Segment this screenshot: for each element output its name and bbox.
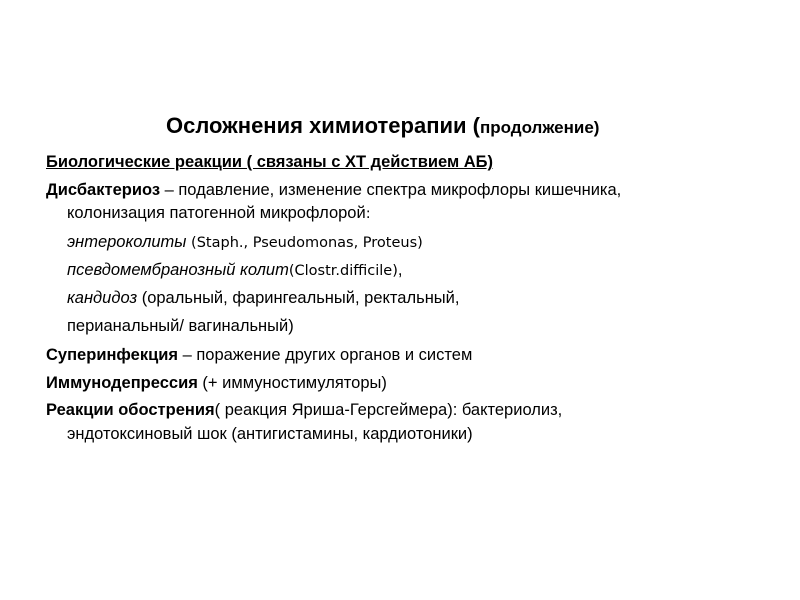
pseudomembranous-cause: (Clostr.difficile) xyxy=(288,263,398,279)
enterocolitis-term: энтероколиты xyxy=(67,233,187,251)
enterocolitis-pathogens: (Staph., Pseudomonas, Proteus) xyxy=(186,235,423,251)
candidiasis-forms: (оральный, фарингеальный, ректальный, xyxy=(137,289,460,307)
candidiasis-continuation: перианальный/ вагинальный) xyxy=(67,317,294,335)
immunodepression-item xyxy=(46,373,387,393)
enterocolitis-item xyxy=(67,232,423,253)
exacerbation-item xyxy=(46,400,562,420)
section-subtitle: Биологические реакции ( связаны с ХТ действием АБ) xyxy=(46,153,494,171)
dysbacteriosis-line-2 xyxy=(67,203,371,224)
exacerbation-continuation: эндотоксиновый шок (антигистамины, кардиотоники) xyxy=(67,425,473,443)
exacerbation-term: Реакции обострения xyxy=(46,401,215,419)
candidiasis-item xyxy=(67,288,459,308)
superinfection-description: – поражение других органов и систем xyxy=(178,346,473,364)
exacerbation-description: ( реакция Яриша-Герсгеймера): бактериолиз, xyxy=(214,401,563,419)
immunodepression-description: (+ иммуностимуляторы) xyxy=(197,374,387,392)
dysbacteriosis-continuation: колонизация патогенной микрофлорой xyxy=(67,204,366,222)
immunodepression-term: Иммунодепрессия xyxy=(46,374,198,392)
pseudomembranous-term: псевдомембранозный колит xyxy=(67,261,289,279)
title-main: Осложнения химиотерапии xyxy=(166,113,473,138)
title-continuation: продолжение) xyxy=(479,118,600,137)
dysbacteriosis-description: – подавление, изменение спектра микрофлоры кишечника, xyxy=(160,181,622,199)
title-paren: ( xyxy=(472,113,480,138)
dysbacteriosis-line-1 xyxy=(46,180,621,200)
dysbacteriosis-colon: : xyxy=(365,206,371,222)
superinfection-item xyxy=(46,345,472,365)
candidiasis-term: кандидоз xyxy=(67,289,138,307)
pseudomembranous-comma: , xyxy=(397,261,403,279)
pseudomembranous-colitis-item xyxy=(67,260,402,281)
dysbacteriosis-term: Дисбактериоз xyxy=(46,181,161,199)
superinfection-term: Суперинфекция xyxy=(46,346,178,364)
slide-title xyxy=(166,113,599,139)
